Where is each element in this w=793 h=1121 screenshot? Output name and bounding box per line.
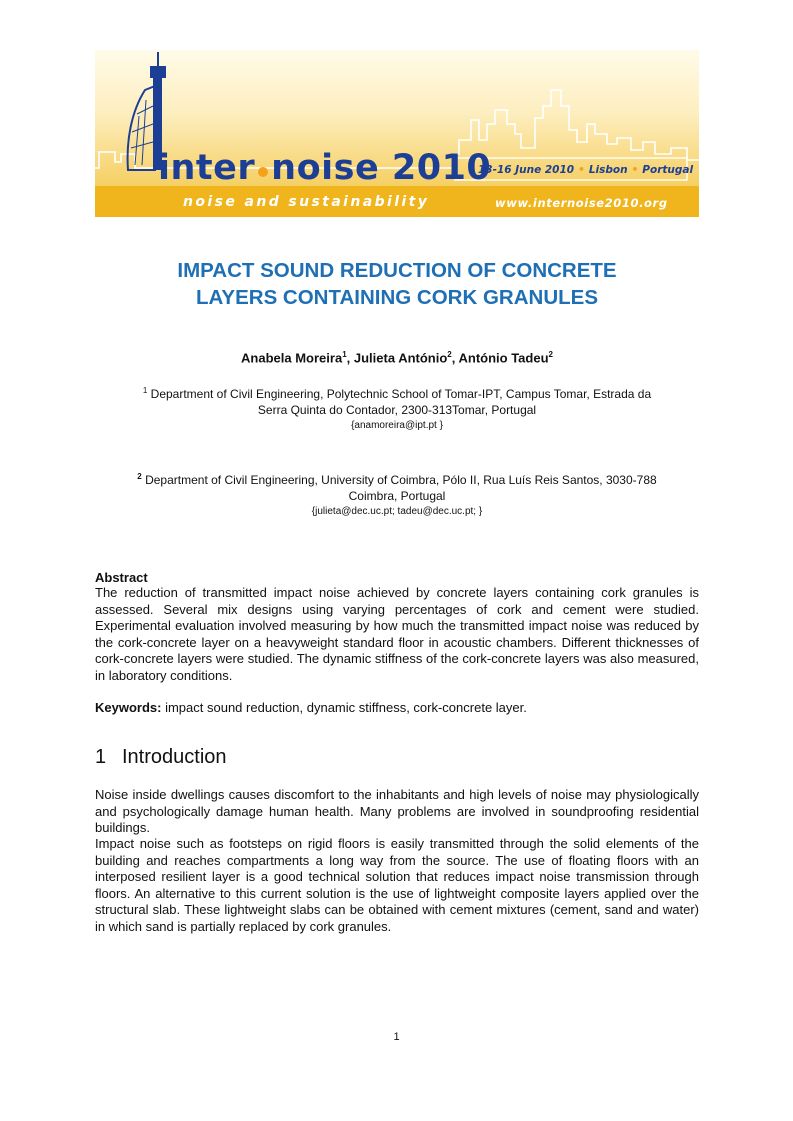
affiliation-1: [95, 383, 699, 433]
affiliation-line: Serra Quinta do Contador, 2300-313Tomar, Portugal: [257, 403, 537, 417]
author-name: Anabela Moreira: [241, 350, 343, 366]
abstract-heading: Abstract: [95, 570, 148, 585]
author-name: António Tadeu: [458, 350, 549, 366]
conference-dates-location: [478, 164, 693, 176]
separator-dot: •: [631, 164, 639, 176]
keywords-text: impact sound reduction, dynamic stiffness, cork-concrete layer.: [165, 700, 527, 715]
conference-website: www.internoise2010.org: [495, 196, 668, 210]
paper-title: [95, 257, 699, 311]
affiliation-mark: 1: [142, 386, 148, 395]
abstract-text: The reduction of transmitted impact noise achieved by concrete layers containing cork granules is assessed. Several mix designs using varying percentages of cork and cement were studied. Experimental evaluation involved measuring by how much the transmitted impact noise was reduced by the cork-concrete layer on a heavyweight standard floor in acoustic chambers. Different thicknesses of cork-concrete layers were studied. The dynamic stiffness of the cork-concrete layers was also measured, in laboratory conditions.: [95, 585, 699, 683]
section-heading: [95, 746, 227, 769]
affiliation-email: {anamoreira@ipt.pt }: [351, 420, 443, 431]
brand-dot: [258, 167, 268, 177]
paper-title-line-1: IMPACT SOUND REDUCTION OF CONCRETE: [177, 259, 617, 282]
brand-part-noise: noise 2010: [271, 148, 492, 188]
paper-title-line-2: LAYERS CONTAINING CORK GRANULES: [195, 286, 599, 309]
author-affiliation-mark: 2: [447, 350, 452, 359]
intro-paragraph-1: Noise inside dwellings causes discomfort to the inhabitants and high levels of noise may physiologically and psychologically damage human health. Many problems are involved in soundproofing residential buildings.: [95, 787, 699, 835]
affiliation-2: [95, 469, 699, 519]
author-affiliation-mark: 2: [548, 350, 553, 359]
author-affiliation-mark: 1: [342, 350, 347, 359]
conference-city: Lisbon: [588, 164, 628, 176]
keywords: [95, 700, 699, 715]
affiliation-mark: 2: [137, 472, 142, 481]
conference-tagline: noise and sustainability: [183, 194, 430, 210]
conference-logo-text: [158, 148, 491, 188]
brand-part-inter: inter: [158, 148, 256, 188]
page-number: 1: [393, 1031, 400, 1043]
section-title: Introduction: [122, 746, 227, 768]
separator-dot: •: [578, 164, 585, 176]
conference-banner: [95, 50, 699, 217]
author-name: Julieta António: [353, 350, 448, 366]
intro-paragraph-2: Impact noise such as footsteps on rigid floors is easily transmitted through the solid elements of the building and reaches compartments a long way from the source. The use of floating floors with an interposed resilient layer is a good technical solution that reduces impact noise transmission through floors. An alternative to this current solution is the use of lightweight composite layers applied over the structural slab. These lightweight slabs can be obtained with cement mixtures (cement, sand and water) in which sand is partially replaced by cork granules.: [95, 836, 699, 934]
keywords-label: Keywords:: [95, 700, 162, 715]
affiliation-line: Department of Civil Engineering, Polytechnic School of Tomar-IPT, Campus Tomar, Estrada da: [150, 387, 652, 401]
section-number: 1: [95, 746, 107, 768]
affiliation-email: {julieta@dec.uc.pt; tadeu@dec.uc.pt; }: [311, 506, 483, 517]
conference-country: Portugal: [642, 164, 694, 176]
affiliation-line: Department of Civil Engineering, University of Coimbra, Pólo II, Rua Luís Reis Santos, 3030-788: [145, 473, 657, 487]
conference-dates: 13-16 June 2010: [478, 164, 575, 176]
author-list: Anabela Moreira$^1$, Julieta António$^2$, António Tadeu$^2$: [241, 350, 553, 366]
affiliation-line: Coimbra, Portugal: [348, 489, 446, 503]
